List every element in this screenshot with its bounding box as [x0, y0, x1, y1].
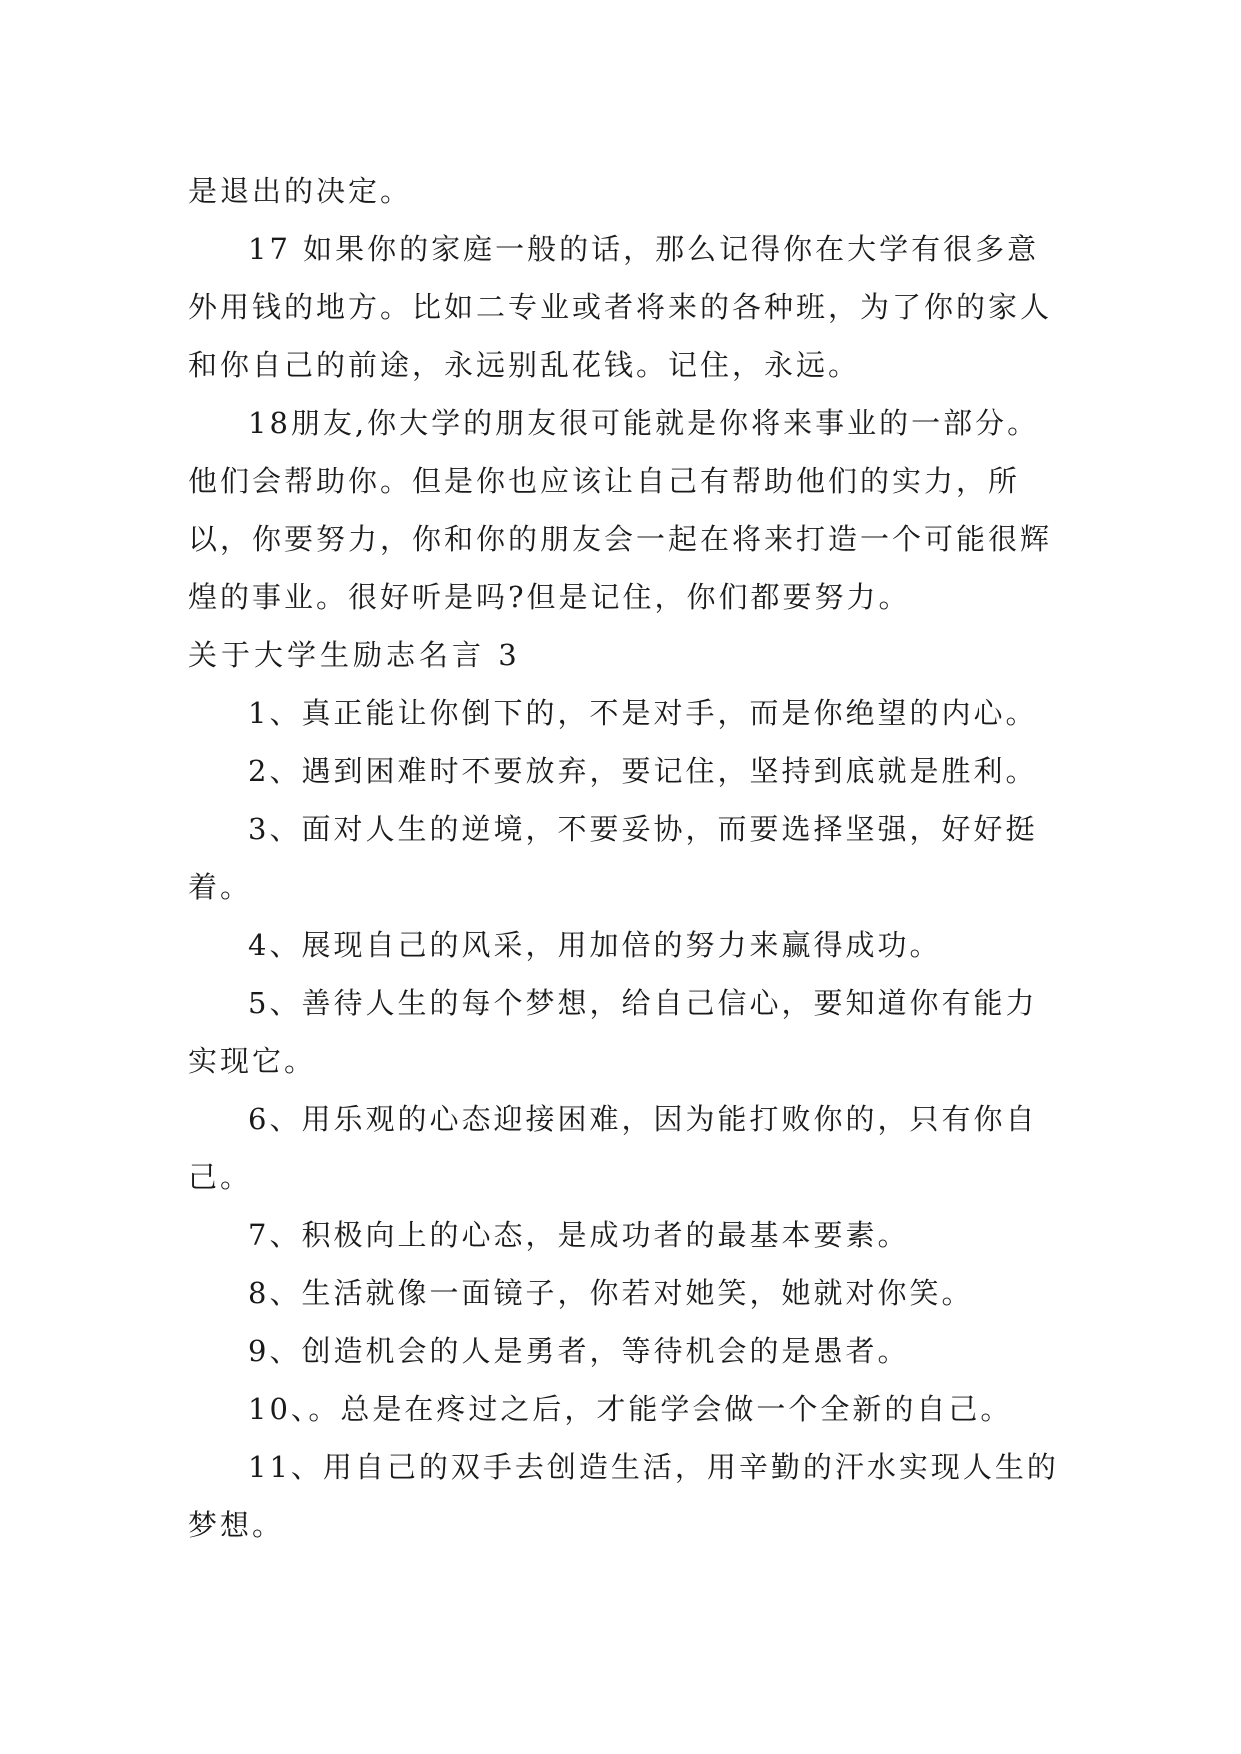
quote-item-8: 8、生活就像一面镜子，你若对她笑，她就对你笑。: [248, 1276, 974, 1310]
quote-item-1: 1、真正能让你倒下的，不是对手，而是你绝望的内心。: [248, 696, 1038, 730]
quote-item-4: 4、展现自己的风采，用加倍的努力来赢得成功。: [248, 928, 942, 962]
quote-item-11: 11、用自己的双手去创造生活，用辛勤的汗水实现人生的梦想。: [188, 1450, 1059, 1542]
quote-item-2: 2、遇到困难时不要放弃，要记住，坚持到底就是胜利。: [248, 754, 1038, 788]
quote-item-6: 6、用乐观的心态迎接困难，因为能打败你的，只有你自己。: [188, 1102, 1038, 1194]
paragraph-item-18: 18朋友,你大学的朋友很可能就是你将来事业的一部分。他们会帮助你。但是你也应该让自己有帮助他们的实力，所以，你要努力，你和你的朋友会一起在将来打造一个可能很辉煌的事业。很好听是吗?但是记住，你们都要努力。: [188, 406, 1053, 614]
document-body: [188, 162, 1068, 1554]
section-heading: 关于大学生励志名言 3: [188, 638, 521, 672]
quote-item-3: 3、面对人生的逆境，不要妥协，而要选择坚强，好好挺着。: [188, 812, 1038, 904]
paragraph-continuation: 是退出的决定。: [188, 174, 413, 208]
paragraph-item-17: 17 如果你的家庭一般的话，那么记得你在大学有很多意外用钱的地方。比如二专业或者将来的各种班，为了你的家人和你自己的前途，永远别乱花钱。记住，永远。: [188, 232, 1053, 382]
quote-item-9: 9、创造机会的人是勇者，等待机会的是愚者。: [248, 1334, 910, 1368]
quote-item-7: 7、积极向上的心态，是成功者的最基本要素。: [248, 1218, 910, 1252]
quote-item-10: 10、。总是在疼过之后，才能学会做一个全新的自己。: [248, 1392, 1013, 1426]
quote-item-5: 5、善待人生的每个梦想，给自己信心，要知道你有能力实现它。: [188, 986, 1038, 1078]
